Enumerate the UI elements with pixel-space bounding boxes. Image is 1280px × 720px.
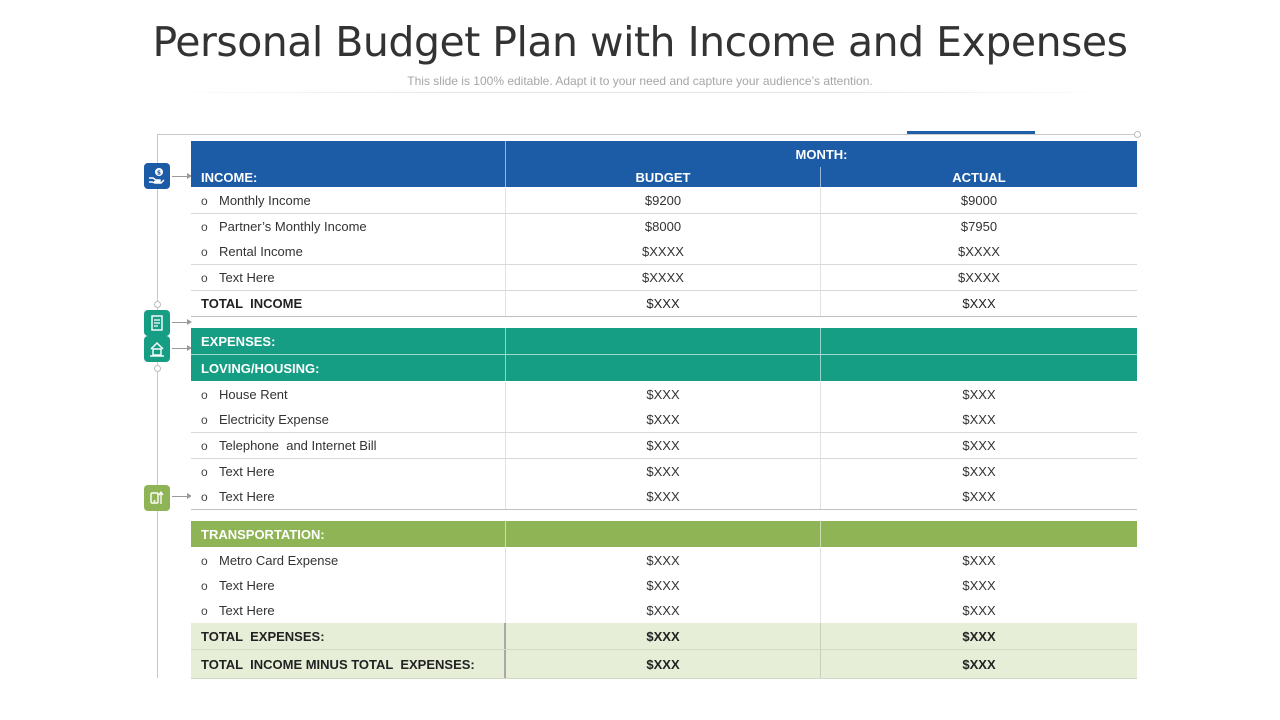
net-total-row	[191, 650, 1137, 679]
actual-value: $XXX	[962, 412, 996, 427]
housing-label: LOVING/HOUSING:	[191, 355, 506, 381]
actual-value: $XXXX	[958, 270, 1000, 285]
table-row	[191, 459, 1137, 485]
budget-value: $XXXX	[506, 265, 821, 290]
total-income-row	[191, 291, 1137, 317]
budget-value: $XXX	[506, 382, 821, 407]
total-expenses-row	[191, 623, 1137, 650]
bullet-icon: o	[201, 464, 208, 479]
accent-bar	[907, 131, 1035, 134]
total-expenses-label: TOTAL EXPENSES:	[191, 623, 506, 649]
budget-value: $XXX	[506, 650, 821, 678]
row-label: Electricity Expense	[219, 412, 329, 427]
arrow-icon	[172, 348, 188, 349]
budget-value: $9200	[506, 188, 821, 213]
budget-value: $XXX	[506, 573, 821, 598]
table-row	[191, 188, 1137, 214]
actual-value: $XXX	[962, 489, 996, 504]
bullet-icon: o	[201, 489, 208, 504]
budget-value: $XXX	[506, 459, 821, 484]
bullet-icon: o	[201, 270, 208, 285]
row-label: Metro Card Expense	[219, 553, 339, 568]
income-header-row	[191, 167, 1137, 187]
bullet-icon: o	[201, 219, 208, 234]
bullet-icon: o	[201, 553, 208, 568]
row-label: Text Here	[219, 270, 275, 285]
row-label: Text Here	[219, 603, 275, 618]
frame-dot	[1134, 131, 1141, 138]
table-row	[191, 239, 1137, 265]
table-row	[191, 265, 1137, 291]
table-row	[191, 433, 1137, 459]
timeline-dot	[154, 365, 161, 372]
arrow-icon	[172, 322, 188, 323]
actual-value: $XXX	[962, 464, 996, 479]
budget-value: $XXX	[506, 548, 821, 573]
row-label: Rental Income	[219, 244, 303, 259]
month-header-row	[191, 141, 1137, 168]
arrow-icon	[172, 496, 188, 497]
bullet-icon: o	[201, 438, 208, 453]
bullet-icon: o	[201, 244, 208, 259]
row-label: Text Here	[219, 578, 275, 593]
row-label: Partner’s Monthly Income	[219, 219, 367, 234]
timeline-line	[157, 134, 158, 678]
expenses-label: EXPENSES:	[191, 328, 506, 354]
arrow-icon	[172, 176, 188, 177]
row-label: Text Here	[219, 489, 275, 504]
housing-header-row	[191, 355, 1137, 381]
actual-value: $XXXX	[958, 244, 1000, 259]
actual-value: $9000	[960, 193, 998, 208]
actual-value: $XXX	[962, 578, 996, 593]
transport-header-row	[191, 521, 1137, 547]
actual-value: $XXX	[962, 656, 996, 672]
bullet-icon: o	[201, 578, 208, 593]
budget-column-header: BUDGET	[506, 167, 821, 187]
page-title: Personal Budget Plan with Income and Expenses	[152, 18, 1128, 66]
budget-value: $XXX	[506, 623, 821, 649]
budget-value: $XXX	[506, 291, 821, 316]
table-row	[191, 382, 1137, 408]
month-label: MONTH:	[795, 146, 848, 162]
bullet-icon: o	[201, 412, 208, 427]
house-icon	[144, 336, 170, 362]
budget-value: $XXX	[506, 433, 821, 458]
receipt-icon	[144, 310, 170, 336]
table-row	[191, 573, 1137, 599]
actual-value: $XXX	[962, 296, 996, 311]
svg-text:$: $	[156, 169, 162, 177]
table-row	[191, 484, 1137, 510]
table-row	[191, 548, 1137, 574]
row-label: Text Here	[219, 464, 275, 479]
net-total-label: TOTAL INCOME MINUS TOTAL EXPENSES:	[191, 650, 506, 678]
month-header-blank	[191, 141, 506, 167]
actual-value: $XXX	[962, 387, 996, 402]
budget-value: $8000	[506, 214, 821, 239]
total-income-label: TOTAL INCOME	[191, 291, 506, 316]
bullet-icon: o	[201, 387, 208, 402]
budget-value: $XXX	[506, 598, 821, 623]
income-label: INCOME:	[191, 167, 506, 187]
actual-value: $XXX	[962, 553, 996, 568]
table-row	[191, 407, 1137, 433]
row-label: Telephone and Internet Bill	[219, 438, 377, 453]
budget-value: $XXXX	[506, 239, 821, 264]
row-label: Monthly Income	[219, 193, 311, 208]
actual-value: $XXX	[962, 603, 996, 618]
subtitle-divider	[160, 92, 1120, 93]
top-frame-line	[157, 134, 1137, 135]
table-row	[191, 598, 1137, 624]
money-hand-icon	[144, 163, 170, 189]
transport-label: TRANSPORTATION:	[191, 521, 506, 547]
table-row	[191, 214, 1137, 240]
budget-value: $XXX	[506, 484, 821, 509]
actual-value: $XXX	[962, 438, 996, 453]
bullet-icon: o	[201, 603, 208, 618]
timeline-dot	[154, 301, 161, 308]
transport-icon	[144, 485, 170, 511]
budget-value: $XXX	[506, 407, 821, 432]
actual-value: $XXX	[962, 628, 996, 644]
expenses-header-row	[191, 328, 1137, 355]
actual-column-header: ACTUAL	[952, 169, 1006, 185]
bullet-icon: o	[201, 193, 208, 208]
page-subtitle: This slide is 100% editable. Adapt it to your need and capture your audience’s attention.	[407, 74, 873, 88]
row-label: House Rent	[219, 387, 288, 402]
actual-value: $7950	[960, 219, 998, 234]
